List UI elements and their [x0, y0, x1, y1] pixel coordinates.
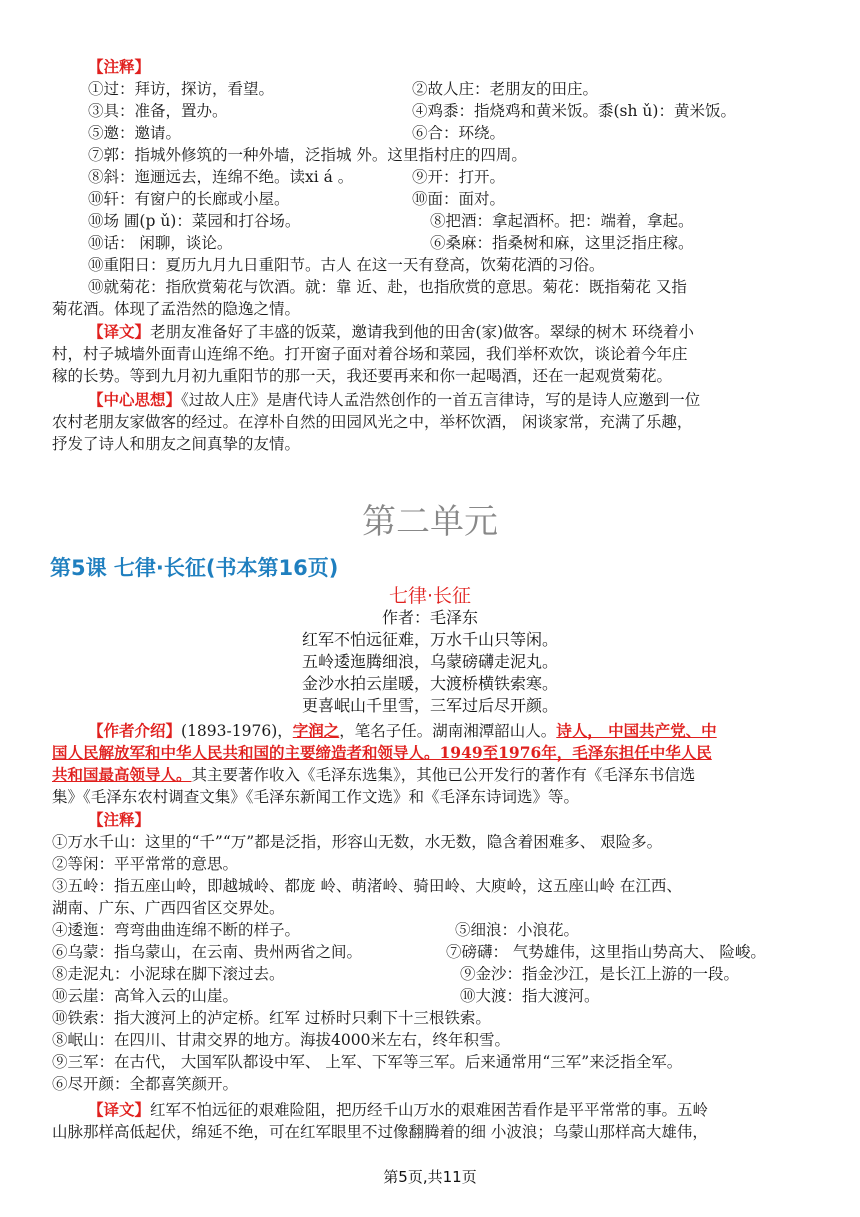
- theme-line: 农村老朋友家做客的经过。在淳朴自然的田园风光之中，举杯饮酒， 闲谈家常，充满了乐趣，: [52, 413, 693, 431]
- note-item: ①过：拜访，探访，看望。: [88, 80, 275, 98]
- note-item: ⑥尽开颜：全都喜笑颜开。: [52, 1075, 239, 1093]
- note-item: ⑥桑麻：指桑树和麻，这里泛指庄稼。: [430, 234, 694, 252]
- note-item: ③具：准备，置办。: [88, 102, 228, 120]
- poem-line: 五岭逶迤腾细浪，乌蒙磅礴走泥丸。: [301, 652, 558, 671]
- author-intro-line-4: 集》《毛泽东农村调查文集》《毛泽东新闻工作文选》和《毛泽东诗词选》等。: [52, 788, 580, 806]
- note-item: ④逶迤：弯弯曲曲连绵不断的样子。: [52, 921, 301, 939]
- page-number: 第5页,共11页: [383, 1168, 477, 1186]
- note-item: ⑨三军：在古代， 大国军队都设中军、 上军、下军等三军。后来通常用“三军”来泛指全军。: [52, 1053, 683, 1071]
- poem-author: 作者：毛泽东: [381, 608, 478, 627]
- note-item: ⑨开：打开。: [412, 168, 506, 186]
- translation-label-2: 【译文】: [88, 1100, 151, 1119]
- translation-line: 村，村子城墙外面青山连绵不绝。打开窗子面对着谷场和菜园，我们举杯欢饮，谈论着今年庄: [52, 345, 688, 363]
- note-item: ⑦郭：指城外修筑的一种外墙，泛指城 外。这里指村庄的四周。: [88, 146, 527, 164]
- lesson-title: 第5课 七律·长征(书本第16页): [50, 556, 339, 580]
- poem-line: 更喜岷山千里雪，三军过后尽开颜。: [301, 696, 558, 715]
- note-item: 湖南、广东、广西四省区交界处。: [52, 899, 285, 917]
- note-item: ③五岭：指五座山岭，即越城岭、都庞 岭、萌渚岭、骑田岭、大庾岭，这五座山岭 在江西、: [52, 877, 682, 895]
- note-item: ⑥合：环绕。: [412, 124, 506, 142]
- theme-line: 抒发了诗人和朋友之间真挚的友情。: [52, 435, 301, 453]
- theme-label: 【中心思想】: [88, 390, 182, 409]
- translation-line: 稼的长势。等到九月初九重阳节的那一天，我还要再来和你一起喝酒，还在一起观赏菊花。: [52, 367, 673, 385]
- note-item: ④鸡黍：指烧鸡和黄米饭。黍(sh ǔ)：黄米饭。: [412, 102, 736, 120]
- translation-label: 【译文】: [88, 322, 151, 341]
- note-item: ⑧走泥丸：小泥球在脚下滚过去。: [52, 965, 285, 983]
- translation-line-1: 【译文】老朋友准备好了丰盛的饭菜，邀请我到他的田舍(家)做客。翠绿的树木 环绕着小: [88, 322, 695, 341]
- note-item: ⑧把酒：拿起酒杯。把：端着，拿起。: [430, 212, 694, 230]
- note-item: ⑧斜：迤逦远去，连绵不绝。读xi á 。: [88, 168, 354, 186]
- unit-title: 第二单元: [362, 502, 498, 542]
- theme-line-1: 【中心思想】《过故人庄》是唐代诗人孟浩然创作的一首五言律诗，写的是诗人应邀到一位: [88, 390, 701, 409]
- translation-line-2-1: 【译文】红军不怕远征的艰难险阻，把历经千山万水的艰难困苦看作是平平常常的事。五岭: [88, 1100, 709, 1119]
- poem-line: 红军不怕远征难，万水千山只等闲。: [301, 630, 558, 649]
- note-item: ⑩面：面对。: [412, 190, 506, 208]
- author-intro-label: 【作者介绍】: [88, 721, 182, 740]
- author-intro-line-2: 国人民解放军和中华人民共和国的主要缔造者和领导人。1949至1976年，毛泽东担任中华人民: [52, 743, 712, 762]
- note-item: ⑩铁索：指大渡河上的泸定桥。红军 过桥时只剩下十三根铁索。: [52, 1009, 491, 1027]
- note-item: ⑩大渡：指大渡河。: [460, 987, 600, 1005]
- author-intro-line-3: 共和国最高领导人。其主要著作收入《毛泽东选集》，其他已公开发行的著作有《毛泽东书信选: [52, 765, 696, 784]
- poem-title: 七律·长征: [388, 585, 472, 607]
- note-item: ⑥乌蒙：指乌蒙山，在云南、贵州两省之间。: [52, 943, 363, 961]
- note-item: ⑩轩：有窗户的长廊或小屋。: [88, 190, 290, 208]
- note-item: ⑨金沙：指金沙江，是长江上游的一段。: [460, 965, 740, 983]
- note-item: ②故人庄：老朋友的田庄。: [412, 80, 599, 98]
- note-continuation: 菊花酒。体现了孟浩然的隐逸之情。: [52, 300, 301, 318]
- note-item: ⑩场 圃(p ǔ)：菜园和打谷场。: [88, 212, 301, 230]
- note-item: ①万水千山：这里的“千”“万”都是泛指，形容山无数，水无数，隐含着困难多、 艰险多。: [52, 833, 663, 851]
- notes-label-2: 【注释】: [88, 810, 151, 829]
- author-intro-line-1: 【作者介绍】(1893-1976)，字润之，笔名子任。湖南湘潭韶山人。诗人， 中国共产党、中: [88, 721, 717, 740]
- note-item: ⑤邀：邀请。: [88, 124, 182, 142]
- note-item: ⑩话： 闲聊，谈论。: [88, 234, 233, 252]
- poem-line: 金沙水拍云崖暖，大渡桥横铁索寒。: [301, 674, 558, 693]
- note-item: ⑤细浪：小浪花。: [455, 921, 580, 939]
- note-item: ⑩云崖：高耸入云的山崖。: [52, 987, 239, 1005]
- note-item: ⑦磅礴： 气势雄伟，这里指山势高大、 险峻。: [446, 943, 766, 961]
- note-item: ⑧岷山：在四川、甘肃交界的地方。海拔4000米左右，终年积雪。: [52, 1031, 510, 1049]
- note-item: ⑩就菊花：指欣赏菊花与饮酒。就：靠 近、赴，也指欣赏的意思。菊花：既指菊花 又指: [88, 278, 687, 296]
- note-item: ⑩重阳日：夏历九月九日重阳节。古人 在这一天有登高，饮菊花酒的习俗。: [88, 256, 605, 274]
- note-item: ②等闲：平平常常的意思。: [52, 855, 239, 873]
- translation-line: 山脉那样高低起伏，绵延不绝，可在红军眼里不过像翻腾着的细 小波浪；乌蒙山那样高大雄伟，: [52, 1123, 708, 1141]
- notes-label: 【注释】: [88, 57, 151, 76]
